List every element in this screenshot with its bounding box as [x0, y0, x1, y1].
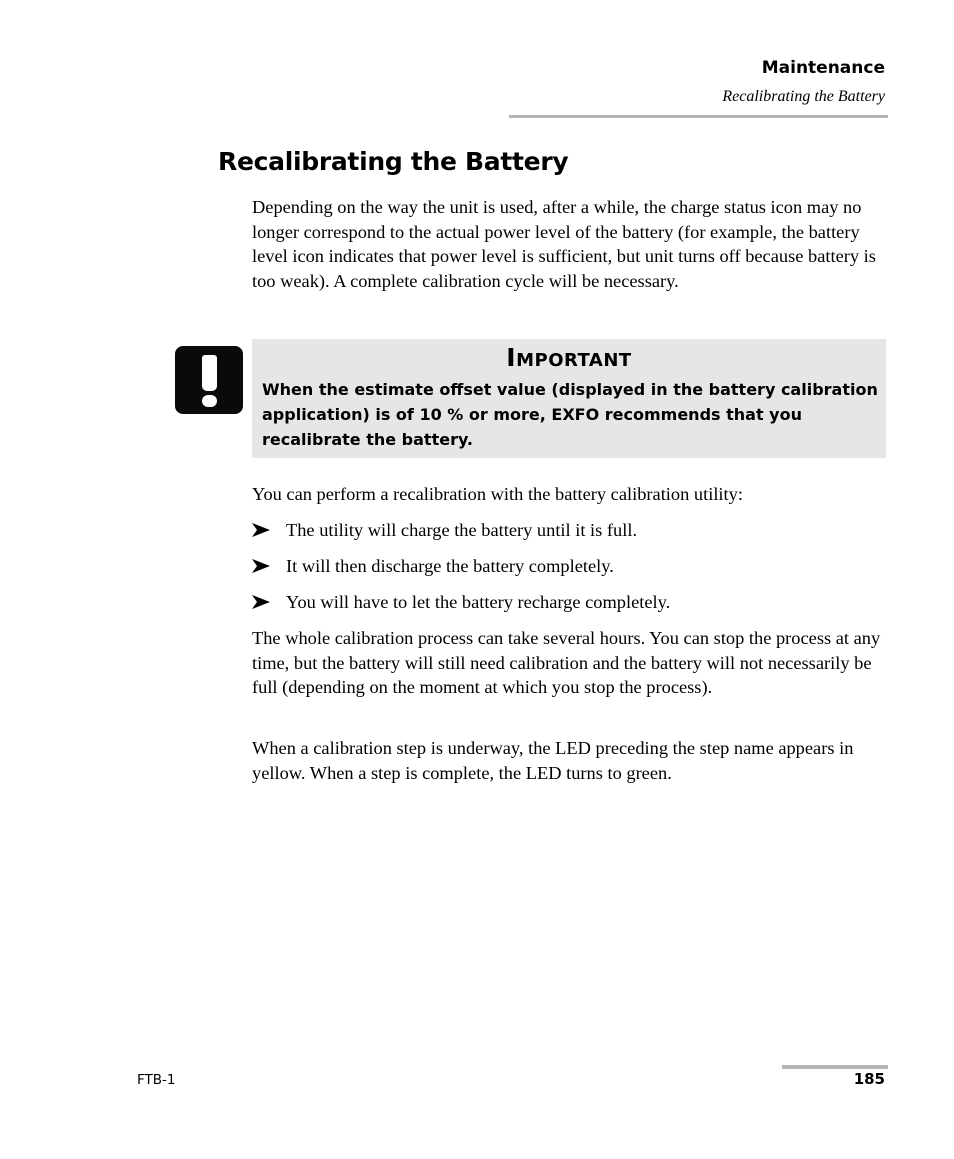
arrow-bullet-icon: [252, 523, 270, 537]
page-number: 185: [853, 1070, 885, 1088]
page-title: Recalibrating the Battery: [218, 147, 569, 176]
header-section-title: Maintenance: [761, 58, 885, 78]
led-paragraph: When a calibration step is underway, the LED preceding the step name appears in yellow. When a step is complete, the LED turns to green.: [252, 738, 854, 783]
exclamation-icon: [175, 346, 243, 414]
list-item: [252, 554, 888, 590]
list-item-text: The utility will charge the battery until it is full.: [286, 520, 638, 540]
process-paragraph: The whole calibration process can take several hours. You can stop the process at any time, but the battery will still need calibration and the battery will not necessarily be full (depending on the moment at which you stop the process).: [252, 628, 881, 698]
footer-rule: [782, 1065, 888, 1069]
list-item: [252, 590, 888, 626]
important-note: [252, 339, 886, 458]
list-item-text: It will then discharge the battery completely.: [286, 556, 614, 576]
arrow-bullet-icon: [252, 595, 270, 609]
exclamation-dot: [202, 395, 217, 407]
header-rule: [509, 115, 888, 118]
important-heading: Important: [506, 343, 632, 372]
intro-paragraph: Depending on the way the unit is used, after a while, the charge status icon may no longer correspond to the actual power level of the battery (for example, the battery level icon indicates that power level is sufficient, but unit turns off because battery is too weak). A complete calibration cycle will be necessary.: [252, 197, 876, 291]
exclamation-bar: [202, 355, 217, 391]
important-text: When the estimate offset value (displayed in the battery calibration application) is of 10 % or more, EXFO recommends that you recalibrate the battery.: [262, 380, 878, 449]
header-subsection-title: Recalibrating the Battery: [722, 88, 885, 105]
list-item-text: You will have to let the battery recharge completely.: [286, 592, 671, 612]
list-item: [252, 518, 888, 554]
utility-paragraph: You can perform a recalibration with the battery calibration utility:: [252, 484, 743, 504]
arrow-bullet-icon: [252, 559, 270, 573]
footer-product-name: FTB-1: [137, 1072, 176, 1088]
step-list: [252, 518, 888, 626]
